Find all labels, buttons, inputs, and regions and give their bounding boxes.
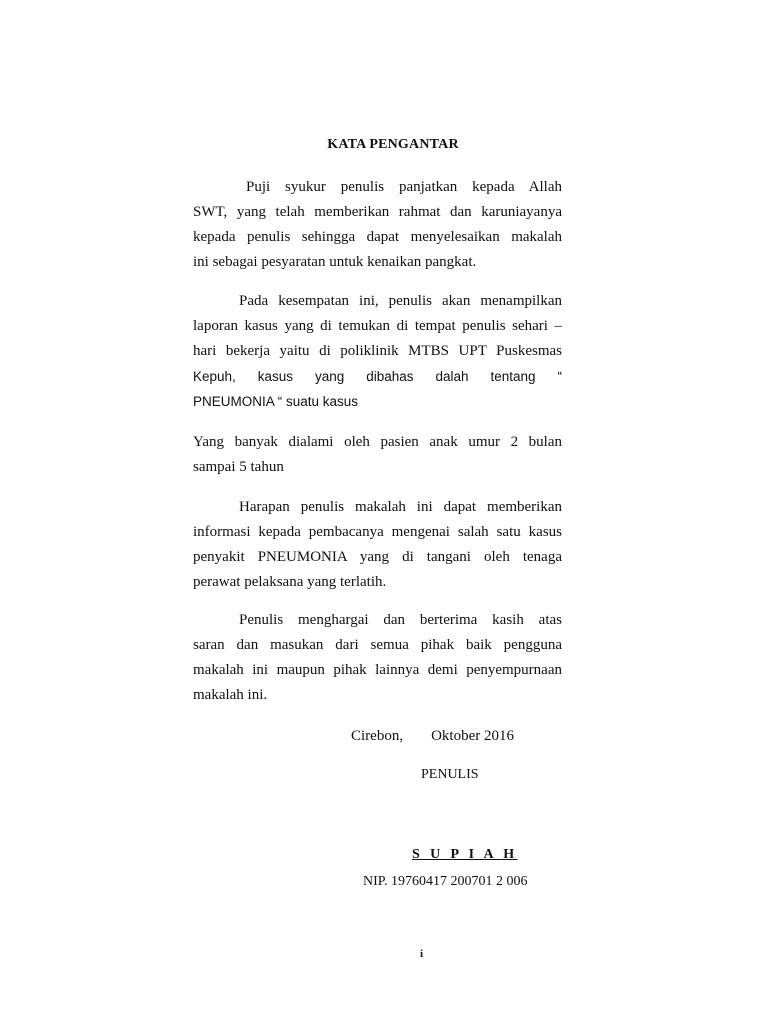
signature-name: S U P I A H [412, 847, 518, 862]
paragraph-opportunity [193, 289, 562, 414]
paragraph-line: perawat pelaksana yang terlatih. [193, 574, 387, 590]
signature-role: PENULIS [421, 767, 479, 782]
paragraph-line: penyakit PNEUMONIA yang di tangani oleh tenaga [193, 549, 562, 565]
paragraph-intro [193, 175, 562, 275]
signature-place: Cirebon, [351, 728, 404, 744]
paragraph-line: Yang banyak dialami oleh pasien anak umur 2 bulan [193, 434, 562, 450]
paragraph-line: sampai 5 tahun [193, 459, 284, 475]
paragraph-line: Kepuh, kasus yang dibahas dalah tentang “ [193, 369, 562, 384]
paragraph-line: informasi kepada pembacanya mengenai salah satu kasus [193, 524, 562, 540]
paragraph-line: Puji syukur penulis panjatkan kepada Allah [246, 179, 562, 195]
paragraph-line: Pada kesempatan ini, penulis akan menampilkan [239, 293, 562, 309]
paragraph-line: laporan kasus yang di temukan di tempat penulis sehari – [193, 318, 562, 334]
paragraph-line: makalah ini maupun pihak lainnya demi penyempurnaan [193, 662, 562, 678]
paragraph-line: PNEUMONIA “ suatu kasus [193, 394, 359, 409]
paragraph-line: hari bekerja yaitu di poliklinik MTBS UPT Puskesmas [193, 343, 562, 359]
paragraph-patients [193, 430, 562, 480]
paragraph-line: kepada penulis sehingga dapat menyelesaikan makalah [193, 229, 562, 245]
paragraph-line: Penulis menghargai dan berterima kasih atas [239, 612, 562, 628]
paragraph-line: makalah ini. [193, 687, 268, 703]
paragraph-line: SWT, yang telah memberikan rahmat dan karuniayanya [193, 204, 562, 220]
place-date [351, 728, 514, 745]
page-number: i [420, 948, 424, 960]
signature-date: Oktober 2016 [431, 728, 514, 744]
paragraph-line: Harapan penulis makalah ini dapat memberikan [239, 499, 562, 515]
paragraph-line: ini sebagai pesyaratan untuk kenaikan pangkat. [193, 254, 477, 270]
signature-nip: NIP. 19760417 200701 2 006 [363, 874, 528, 889]
paragraph-thanks [193, 608, 562, 708]
page-title: KATA PENGANTAR [327, 137, 459, 152]
paragraph-line: saran dan masukan dari semua pihak baik pengguna [193, 637, 562, 653]
paragraph-hope [193, 495, 562, 595]
